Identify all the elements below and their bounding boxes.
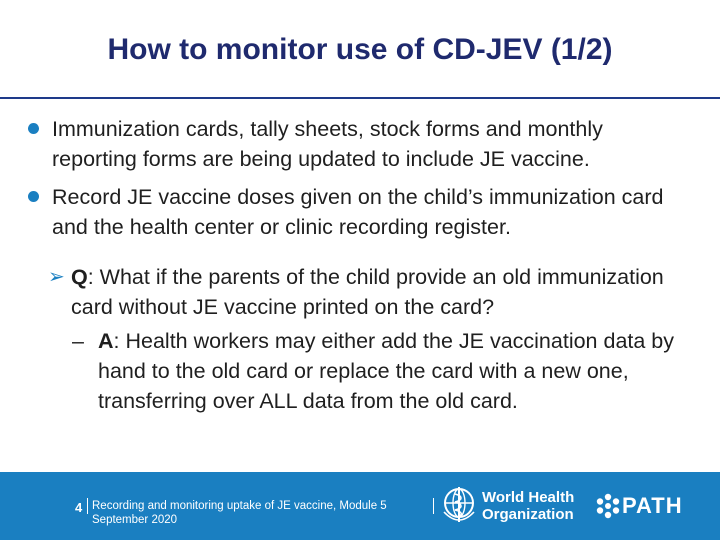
answer-item [72,326,692,416]
question-marker: Q [71,265,88,289]
bullet-text: Immunization cards, tally sheets, stock forms and monthly reporting forms are being updated to include JE vaccine. [52,117,603,171]
who-line2: Organization [482,506,574,523]
answer-body: : Health workers may either add the JE vaccination data by hand to the old card or replace the card with a new one, transferring over ALL data from the old card. [98,329,675,413]
who-wordmark [482,489,574,523]
dash-bullet-icon: – [72,329,84,353]
footer-separator [433,498,434,514]
footer-date: September 2020 [92,514,178,526]
who-logo [440,484,580,528]
page-number: 4 [75,500,83,515]
footer-band [0,472,720,540]
footer-separator [87,498,88,514]
question-text [71,262,698,322]
who-line1: World Health [482,489,575,506]
answer-marker: A [98,329,114,353]
path-wordmark: PATH [622,493,683,518]
answer-text [98,326,692,416]
bullet-item [26,182,686,242]
bullet-dot-icon [28,191,39,202]
title-divider [0,97,720,99]
question-item [48,262,698,322]
path-logo [596,492,706,522]
slide-title: How to monitor use of CD-JEV (1/2) [107,33,613,66]
footer-caption [92,499,432,527]
bullet-dot-icon [28,123,39,134]
question-body: : What if the parents of the child provide an old immunization card without JE vaccine printed on the card? [71,265,664,319]
who-emblem-icon [440,484,478,526]
path-star-icon [596,492,620,520]
module-text: Recording and monitoring uptake of JE vaccine, Module 5 [92,500,387,512]
bullet-item [26,114,686,174]
bullet-text: Record JE vaccine doses given on the child’s immunization card and the health center or clinic recording register. [52,185,664,239]
arrow-bullet-icon: ➢ [48,266,65,288]
